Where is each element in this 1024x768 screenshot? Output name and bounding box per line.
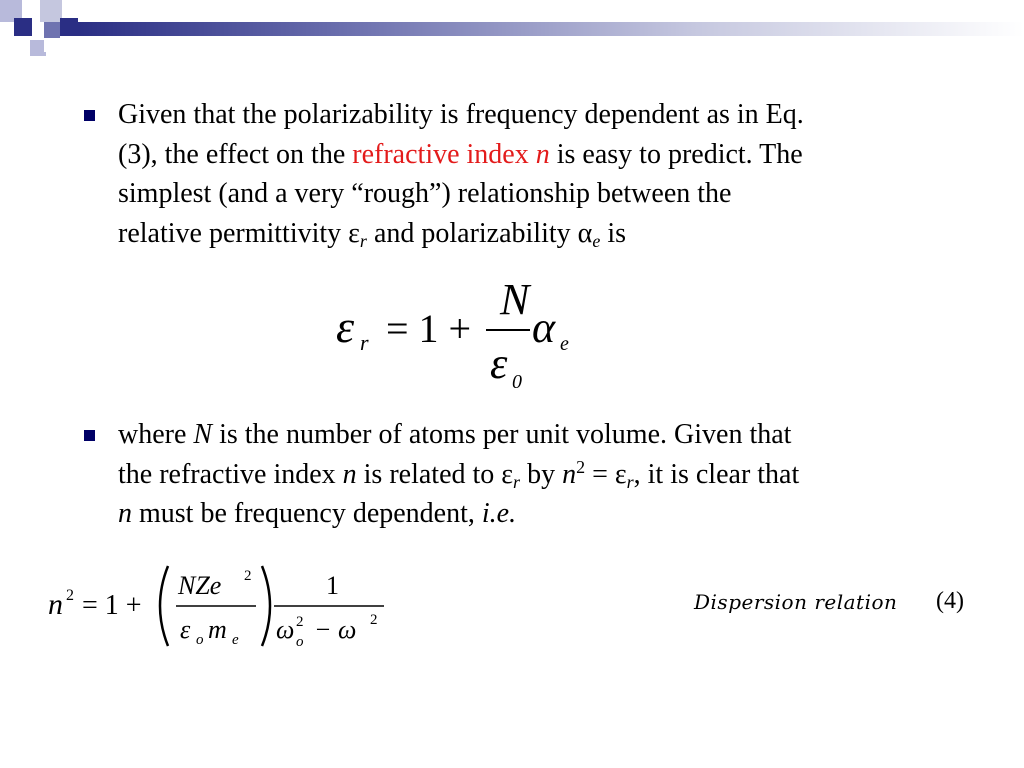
eq2-num-inner: NZe	[178, 571, 222, 600]
b2-sub-r: r	[513, 471, 521, 492]
b1-line1: Given that the polarizability is frequency dependent as in Eq.	[118, 99, 804, 130]
bullet-2-text	[118, 415, 978, 534]
b2-line1b: is the number of atoms per unit volume. Given that	[212, 419, 792, 450]
b1-line2a: (3), the effect on the	[118, 138, 353, 170]
eq1-denominator: ε	[490, 339, 508, 388]
b2-line2e: , it is clear that	[633, 458, 800, 490]
b1-sub-e: e	[592, 230, 601, 251]
eq2-den-eps: ε	[180, 615, 191, 644]
b2-n: n	[342, 458, 357, 490]
eq2-equals-one-plus: = 1 +	[82, 590, 142, 621]
eq1-equals-one-plus: = 1 +	[386, 306, 472, 351]
equation-dispersion	[44, 556, 404, 656]
eq2-lhs: n	[48, 588, 63, 621]
bullet-1-text	[118, 95, 978, 253]
b2-line3a: must be frequency dependent,	[132, 498, 482, 529]
refractive-index-highlight: refractive index	[352, 138, 536, 170]
bullet-marker-1	[84, 110, 95, 121]
eq2-den-sup2: 2	[370, 612, 378, 628]
b2-line2b: is related to ε	[356, 458, 514, 490]
eq1-numerator: N	[500, 275, 530, 324]
b2-line3-n: n	[118, 498, 132, 529]
b2-sup2: 2	[576, 456, 586, 477]
b2-line2c: by	[520, 458, 563, 490]
b2-ie: i.e.	[481, 498, 517, 529]
eq2-num-outer: 1	[326, 571, 339, 600]
eq2-den-omega-sub: o	[296, 634, 304, 650]
equation-permittivity	[330, 272, 590, 396]
b2-line2a: the refractive index	[118, 458, 343, 490]
eq2-right-paren	[262, 566, 270, 646]
eq2-lhs-sup: 2	[66, 587, 74, 604]
header-square-3	[40, 0, 62, 22]
refractive-index-n: n	[535, 138, 550, 170]
eq2-den-omega: ω	[276, 615, 295, 644]
eq2-den-minus-omega: − ω	[314, 615, 357, 644]
eq1-alpha-sub: e	[560, 333, 569, 355]
b1-line4a: relative permittivity ε	[118, 217, 360, 249]
eq2-den-omega-sup: 2	[296, 614, 304, 630]
header-square-4	[14, 18, 32, 36]
b1-line4c: is	[600, 217, 627, 249]
bullet-marker-2	[84, 430, 95, 441]
eq2-num-inner-sup: 2	[244, 568, 252, 584]
b2-line2d: = ε	[585, 458, 627, 490]
header-gradient-bar	[78, 22, 1024, 36]
eq2-den-eps-sub: o	[196, 632, 204, 648]
eq1-sub-r: r	[360, 330, 369, 355]
b1-line4b: and polarizability α	[366, 217, 593, 249]
header-square-5	[0, 30, 14, 44]
eq1-eps: ε	[336, 301, 355, 352]
eq2-den-m-sub: e	[232, 632, 239, 648]
eq1-alpha: α	[532, 303, 556, 352]
header-square-9	[44, 38, 58, 52]
b2-N: N	[193, 419, 213, 450]
b1-line3: simplest (and a very “rough”) relationship between the	[118, 178, 732, 209]
b2-sub-r2: r	[626, 471, 634, 492]
header-square-6	[44, 22, 60, 38]
b2-line1a: where	[118, 419, 194, 450]
eq1-denominator-sub: 0	[512, 371, 522, 393]
eq2-left-paren	[160, 566, 168, 646]
b1-line2b: is easy to predict. The	[549, 138, 803, 170]
header-square-7	[60, 18, 78, 36]
b2-n2: n	[562, 458, 577, 490]
equation-number: (4)	[936, 588, 964, 614]
dispersion-relation-label: Dispersion relation	[694, 590, 898, 614]
eq2-den-m: m	[208, 615, 227, 644]
b1-sub-r: r	[359, 230, 367, 251]
header-square-2	[22, 0, 40, 18]
